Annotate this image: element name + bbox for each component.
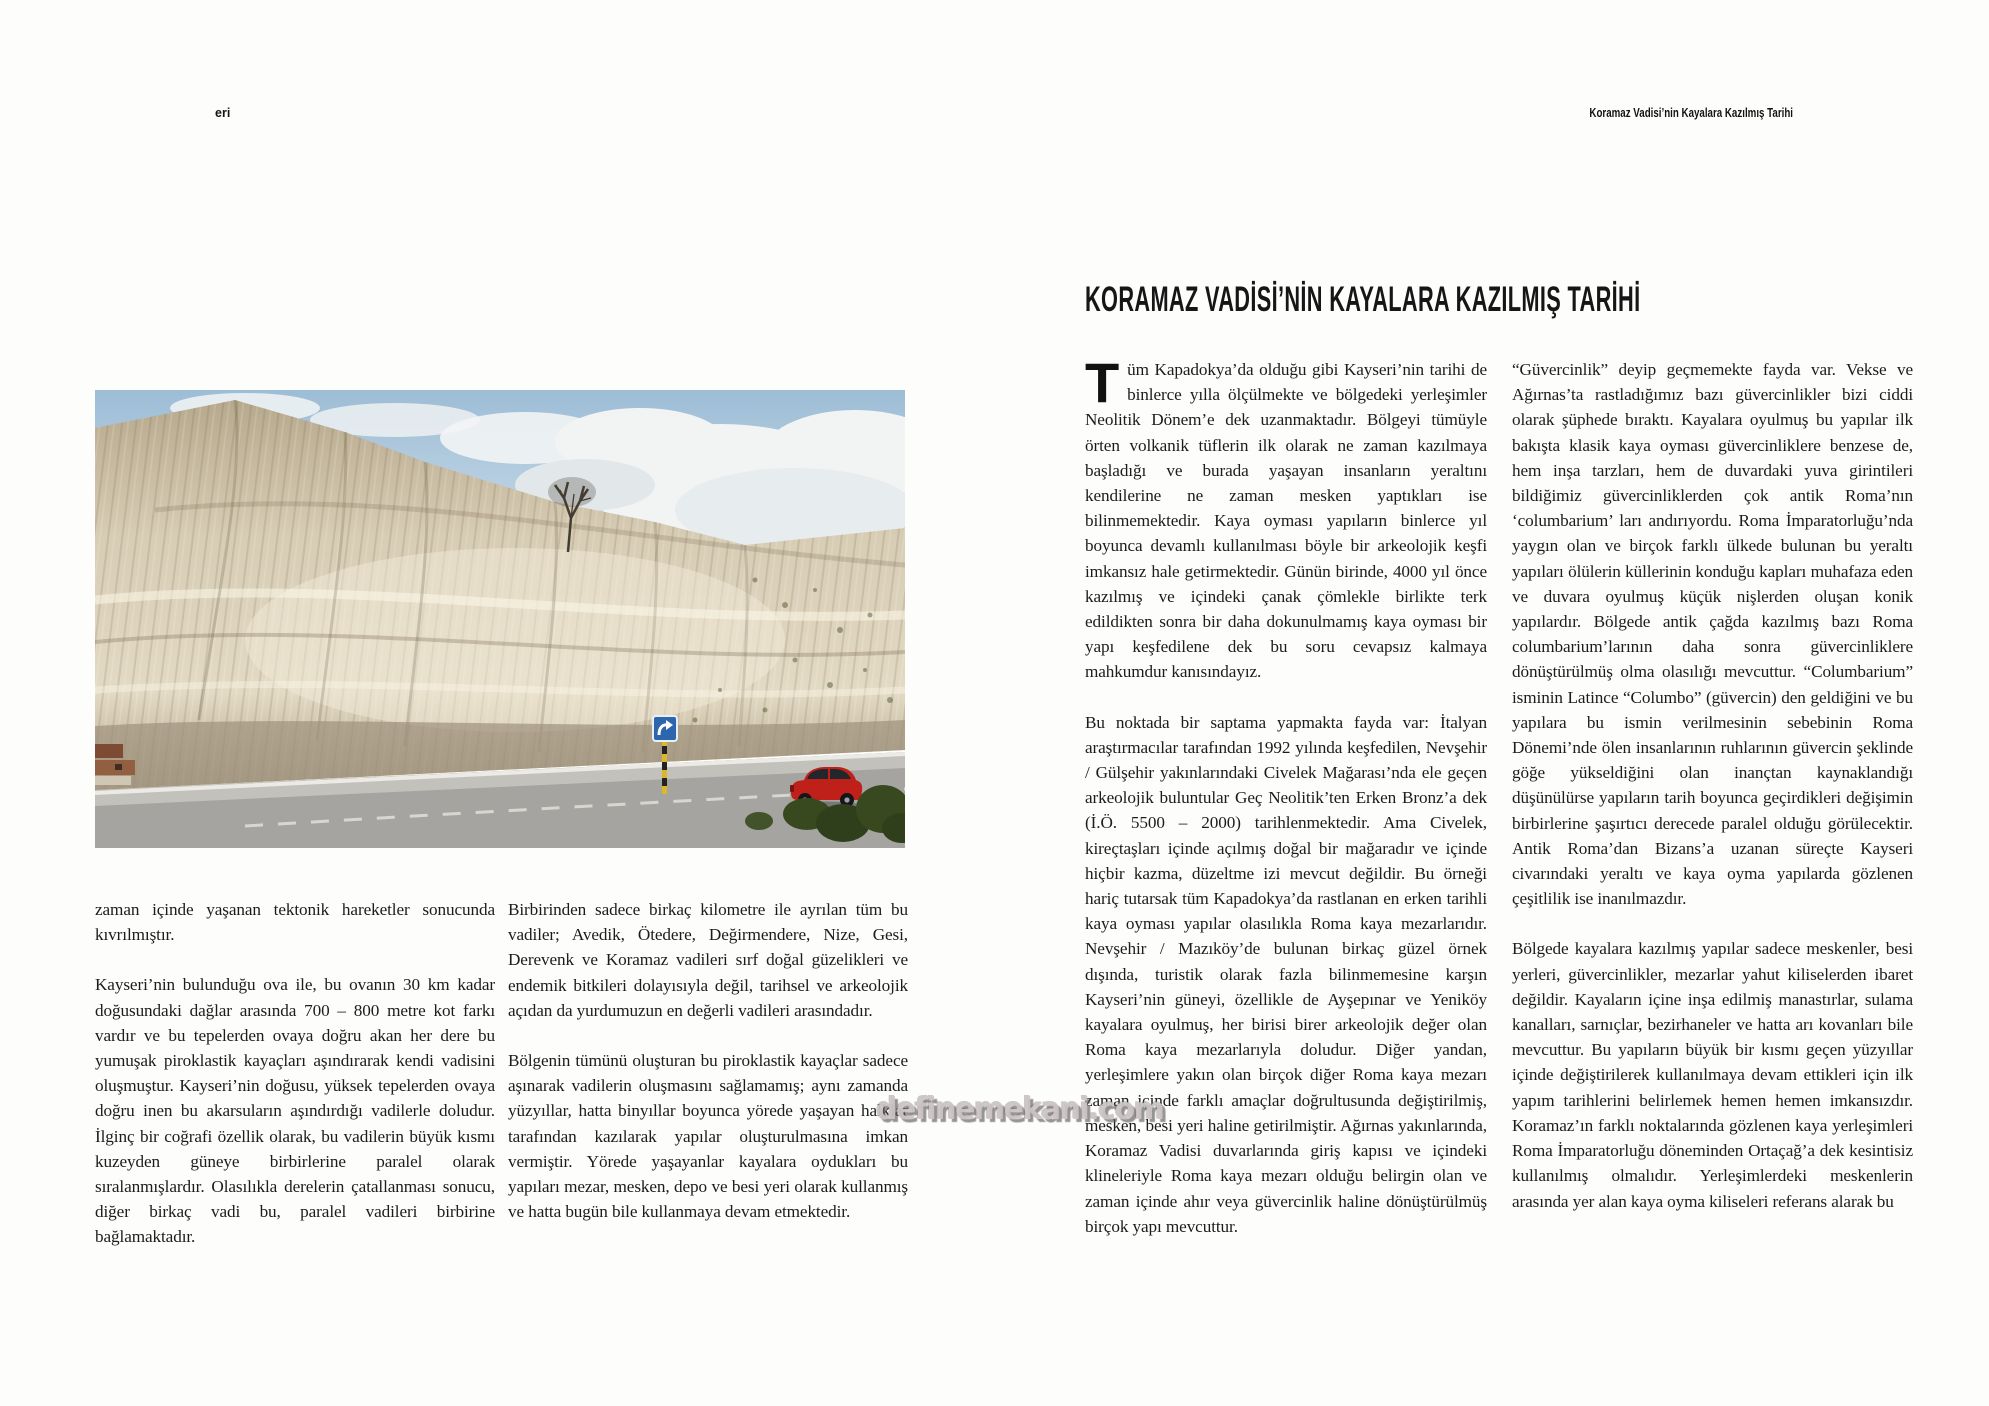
paragraph: “Güvercinlik” deyip geçmemekte fayda var. Vekse ve Ağırnas’ta rastladığımız bazı güvercinlikler bizi ciddi olarak şüphede bıraktı. Kayalara oyulmuş bu yapılar ilk bakışta klasik kaya oyması güvercinliklere benzese de, hem inşa tarzları, hem de duvardaki yuva girintileri bildiğimiz güvercinliklerden çok antik Roma’nın ‘columbarium’ ları andırıyordu. Roma İmparatorluğu’nda yaygın olan ve birçok farklı ülkede bulunan bu yeraltı yapıları ölülerin küllerinin konduğu kapları muhafaza eden ve duvara oyulmuş küçük nişlerden oluşan konik yapılardır. Bölgede antik çağda kazılmış bazı Roma columbarium’larının daha sonra güvercinliklere dönüştürülmüş olma olasılığı mevcuttur. “Columbarium” isminin Latince “Columbo” (güvercin) den geldiğini ve bu yapılara bu ismin verilmesinin sebebinin Roma Dönemi’nde ölen insanlarının ruhlarının güvercin şeklinde göğe yükseldiğini olan inançtan kaynaklandığı düşünülürse yapıların tarih boyunca geçirdikleri değişimin birbirlerine şaşırtıcı derecede paralel olduğu görülecektir. Antik Roma’dan Bizans’a uzanan süreçte Kayseri civarındaki yeraltı ve kaya oyma yapılarda gözlenen çeşitlilik ise inanılmazdır. [1512,360,1913,909]
left-page-column-1 [95,897,495,1275]
watermark: definemekani.com [876,1092,1164,1127]
cliff-photo [95,390,905,848]
paragraph: Bölgenin tümünü oluşturan bu piroklastik kayaçlar sadece aşınarak vadilerin oluşmasını sağlamamış; aynı zamanda yüzyıllar, hatta binyıllar boyunca yörede yaşayan halklar tarafından kazılarak yapılar oluşturulmasına imkan vermiştir. Yörede yaşayanlar kayalara oydukları bu yapıları mezar, mesken, depo ve besi yeri olarak kullanmış ve hatta bugün bile kullanmaya devam etmektedir. [508,1051,908,1222]
right-page-column-1 [1085,351,1487,1264]
paragraph: Bu noktada bir saptama yapmakta fayda var: İtalyan araştırmacılar tarafından 1992 yılında keşfedilen, Nevşehir / Gülşehir yakınlarındaki Civelek Mağarası’nda ele geçen arkeolojik buluntular Geç Neolitik’ten Erken Bronz’a dek (İ.Ö. 5500 – 2000) tarihlenmektedir. Ama Civelek, kireçtaşları içinde açılmış doğal bir mağaradır ve içinde hiçbir kazma, düzeltme izi mevcut değildir. Bu örneği hariç tutarsak tüm Kapadokya’da rastlanan en erken tarihli kaya oyması yapılar olasılıkla Roma kaya mezarlarıdır. Nevşehir / Mazıköy’de bulunan birkaç güzel örnek dışında, turistik olarak fazla bilinmemesine karşın Kayseri’nin güneyi, özellikle de Ayşepınar ve Yeniköy kayalara oyulmuş, her birisi birer arkeolojik değer olan Roma kaya mezarlarıyla doludur. Diğer yandan, yerleşimlere yakın olan birçok diğer Roma kaya mezarı zaman içinde farklı amaçlar doğrultusunda değiştirilmiş, mesken, besi yeri haline getirilmiştir. Ağırnas yakınlarında, Koramaz Vadisi duvarlarında giriş kapısı ve içindeki klineleriyle Roma kaya mezarı olduğu belirgin olan ve zaman içinde ahır veya güvercinlik haline dönüştürülmüş birçok yapı mevcuttur. [1085,712,1487,1236]
paragraph: Birbirinden sadece birkaç kilometre ile ayrılan tüm bu vadiler; Avedik, Ötedere, Değirmendere, Nize, Gesi, Derevenk ve Koramaz vadileri sırf doğal güzelikleri ve endemik bitkileri dolayısıyla değil, tarihsel ve arkeolojik açıdan da yurdumuzun en değerli vadileri arasındadır. [508,900,908,1020]
paragraph: Bölgede kayalara kazılmış yapılar sadece meskenler, besi yerleri, güvercinlikler, mezarlar yahut kiliselerden ibaret değildir. Kayaların içine inşa edilmiş manastırlar, sulama kanalları, sarnıçlar, bezirhaneler ve hatta arı kovanları bile mevcuttur. Bu yapıların büyük bir kısmı geçen yüzyıllar içinde değiştirilerek kullanılmaya devam ettikleri için ilk yapım tarihlerini belirlemek hemen hemen imkansızdır. Koramaz’ın farklı noktalarında gözlenen kaya yerleşimleri Roma İmparatorluğu döneminden Ortaçağ’a dek kesintisiz kullanılmış olmalıdır. Yerleşimlerdeki meskenlerin arasında yer alan kaya oyma kiliseleri referans alarak bu [1512,939,1913,1211]
right-page-column-2 [1512,357,1913,1239]
left-page-column-2 [508,897,908,1249]
paragraph: zaman içinde yaşanan tektonik hareketler sonucunda kıvrılmıştır. [95,900,495,945]
paragraph [1085,351,1487,685]
running-header-left: eri [215,106,231,120]
paragraph-text: üm Kapadokya’da olduğu gibi Kayseri’nin tarihi de binlerce yılla ölçülmekte ve bölgedeki yerleşimler Neolitik Dönem’e dek uzanmaktadır. Bölgeyi tümüyle örten volkanik tüflerin ilk olarak ne zaman kazılmaya başladığı ve burada yaşayan insanların yeraltını kendilerine ne zaman mesken yaptıkları ise bilinmemektedir. Kaya oyması yapıların binlerce yıl boyunca devamlı kullanılması böyle bir arkeolojik keşfi imkansız hale getirmektedir. Günün birinde, 4000 yıl önce kazılmış ve içindeki çanak çömlekle birlikte terk edildikten sonra bir daha dokunulmamış kaya oyması bir yapı keşfedilene dek bu soru cevapsız kalmaya mahkumdur kanısındayız. [1085,360,1487,682]
paragraph: Kayseri’nin bulunduğu ova ile, bu ovanın 30 km kadar doğusundaki dağlar arasında 700 – 800 metre kot farkı vardır ve bu tepelerden ovaya doğru akan her dere bu yumuşak piroklastik kayaçları aşındırarak kendi vadisini oluşmuştur. Kayseri’nin doğusu, yüksek tepelerden ovaya doğru inen bu akarsuların aşındırdığı vadilerle doludur. İlginç bir coğrafi özellik olarak, bu vadilerin büyük kısmı kuzeyden güneye birbirlerine paralel olarak sıralanmışlardır. Olasılıkla derelerin çatallanması sonucu, diğer birkaç vadi bu, paralel vadileri birbirine bağlamaktadır. [95,975,495,1247]
running-header-right: Koramaz Vadisi’nin Kayalara Kazılmış Tarihi [1589,106,1793,120]
article-title: KORAMAZ VADİSİ’NİN KAYALARA KAZILMIŞ TARİHİ [1085,279,1641,319]
drop-cap: T [1085,351,1120,414]
